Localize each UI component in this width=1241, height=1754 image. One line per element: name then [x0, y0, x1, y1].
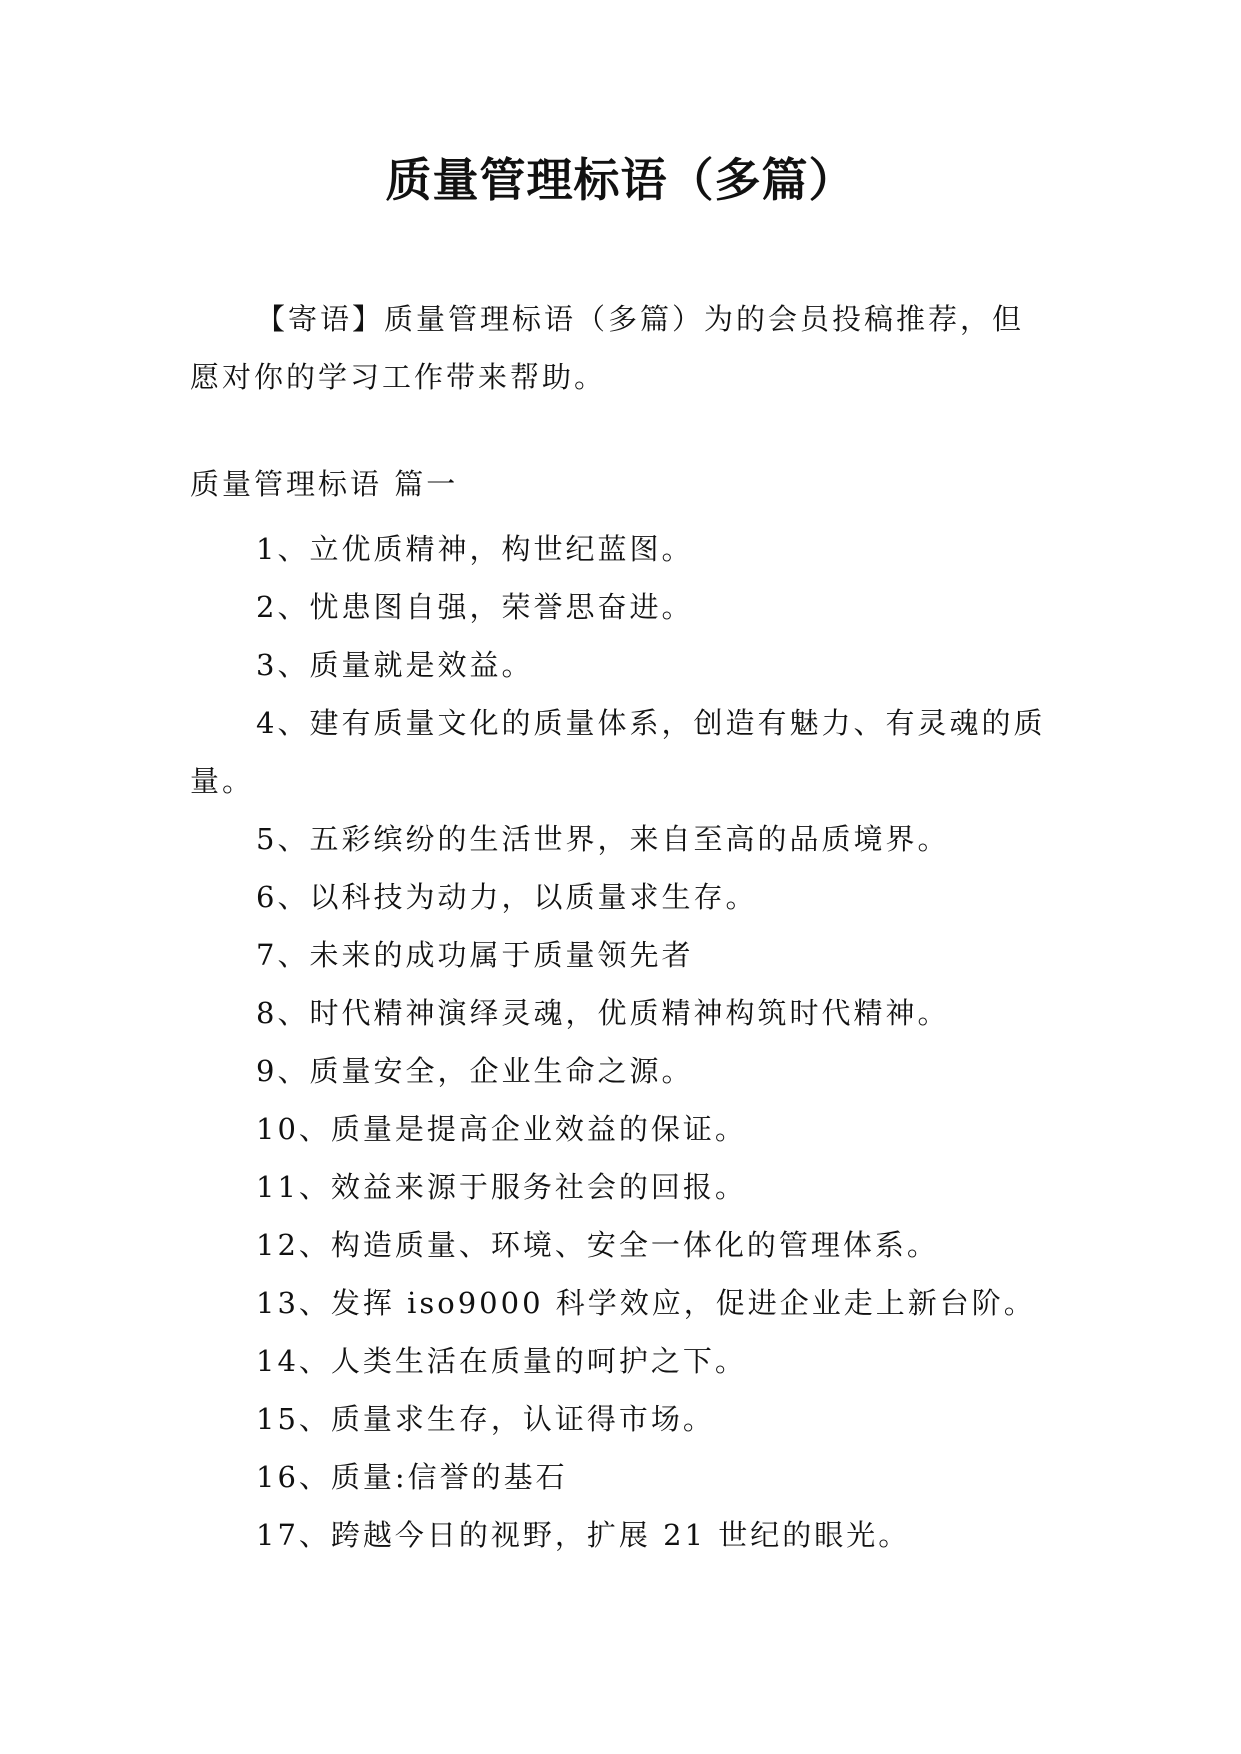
document-title: 质量管理标语（多篇） — [385, 153, 856, 207]
list-item: 2、忧患图自强，荣誉思奋进。 — [256, 590, 694, 624]
list-item: 13、发挥 iso9000 科学效应，促进企业走上新台阶。 — [256, 1286, 1036, 1320]
list-item: 14、人类生活在质量的呵护之下。 — [256, 1344, 747, 1378]
list-item: 16、质量:信誉的基石 — [256, 1460, 568, 1494]
list-item: 6、以科技为动力，以质量求生存。 — [256, 880, 758, 914]
list-item: 15、质量求生存，认证得市场。 — [256, 1402, 715, 1436]
list-item: 1、立优质精神，构世纪蓝图。 — [256, 532, 694, 566]
list-item: 9、质量安全，企业生命之源。 — [256, 1054, 694, 1088]
intro-paragraph: 【寄语】质量管理标语（多篇）为的会员投稿推荐，但愿对你的学习工作带来帮助。 — [190, 302, 1025, 394]
list-item: 7、未来的成功属于质量领先者 — [256, 938, 694, 972]
section-heading: 质量管理标语 篇一 — [190, 467, 459, 501]
list-item: 12、构造质量、环境、安全一体化的管理体系。 — [256, 1228, 939, 1262]
list-item: 17、跨越今日的视野，扩展 21 世纪的眼光。 — [256, 1518, 911, 1552]
list-item: 3、质量就是效益。 — [256, 648, 534, 682]
list-item: 4、建有质量文化的质量体系，创造有魅力、有灵魂的质量。 — [190, 706, 1046, 798]
list-item: 5、五彩缤纷的生活世界，来自至高的品质境界。 — [256, 822, 950, 856]
list-item: 10、质量是提高企业效益的保证。 — [256, 1112, 747, 1146]
list-item: 11、效益来源于服务社会的回报。 — [256, 1170, 747, 1204]
list-item: 8、时代精神演绎灵魂，优质精神构筑时代精神。 — [256, 996, 950, 1030]
slogan-list — [190, 520, 1050, 1564]
